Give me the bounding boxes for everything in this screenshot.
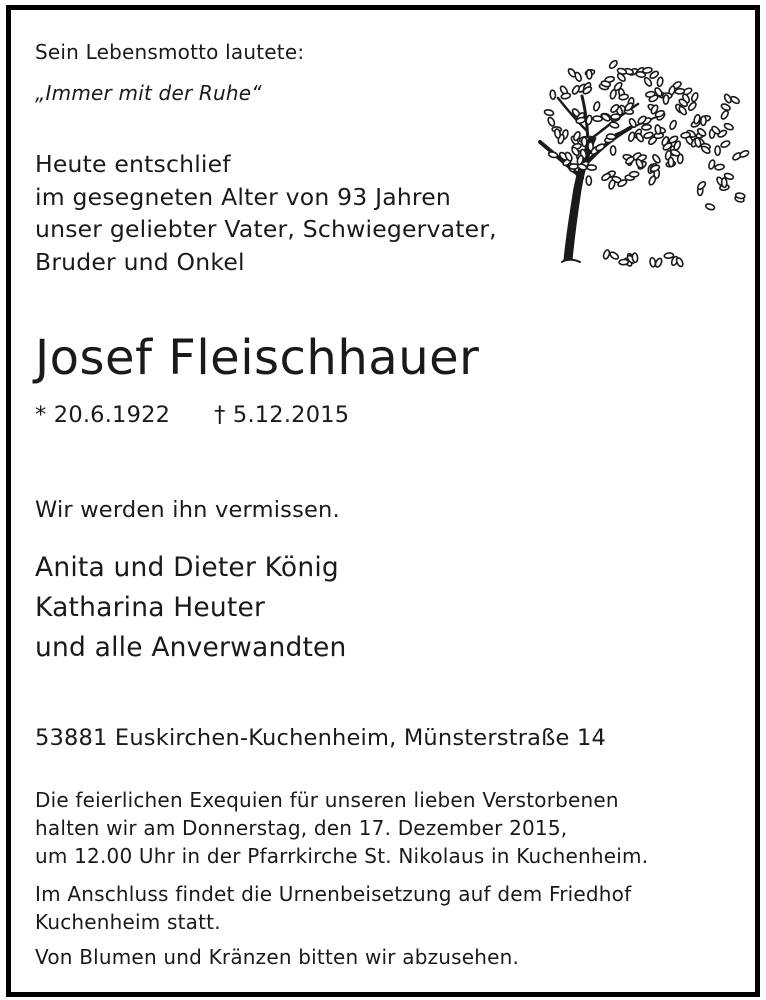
farewell-text: Wir werden ihn vermissen.: [35, 497, 340, 523]
deceased-name: Josef Fleischhauer: [35, 330, 480, 386]
motto-quote: „Immer mit der Ruhe“: [35, 81, 262, 105]
intro-line: Bruder und Onkel: [35, 247, 245, 276]
life-dates: [35, 402, 349, 428]
family-address: 53881 Euskirchen-Kuchenheim, Münsterstraße 14: [35, 725, 606, 751]
intro-text: [35, 148, 497, 278]
intro-line: unser geliebter Vater, Schwiegervater,: [35, 215, 497, 243]
burial-line: Kuchenheim statt.: [35, 910, 221, 934]
motto-intro: Sein Lebensmotto lautete:: [35, 40, 305, 64]
tree-with-falling-leaves-icon: [526, 38, 750, 276]
burial-line: Im Anschluss findet die Urnenbeisetzung auf dem Friedhof: [35, 882, 632, 906]
birth-date: * 20.6.1922: [35, 402, 171, 428]
intro-line: im gesegneten Alter von 93 Jahren: [35, 182, 452, 211]
service-line: Die feierlichen Exequien für unseren lieben Verstorbenen: [35, 788, 619, 812]
obituary-frame: [6, 5, 760, 997]
burial-text: [35, 880, 631, 936]
service-line: um 12.00 Uhr in der Pfarrkirche St. Nikolaus in Kuchenheim.: [35, 844, 649, 868]
mourners-list: [35, 548, 347, 668]
flowers-note: Von Blumen und Kränzen bitten wir abzusehen.: [35, 945, 520, 969]
mourner-line: Katharina Heuter: [35, 592, 266, 623]
mourner-line: und alle Anverwandten: [35, 632, 347, 663]
intro-line: Heute entschlief: [35, 150, 231, 178]
death-date: † 5.12.2015: [214, 402, 350, 428]
mourner-line: Anita und Dieter König: [35, 552, 339, 583]
service-text: [35, 786, 648, 870]
service-line: halten wir am Donnerstag, den 17. Dezember 2015,: [35, 816, 568, 840]
